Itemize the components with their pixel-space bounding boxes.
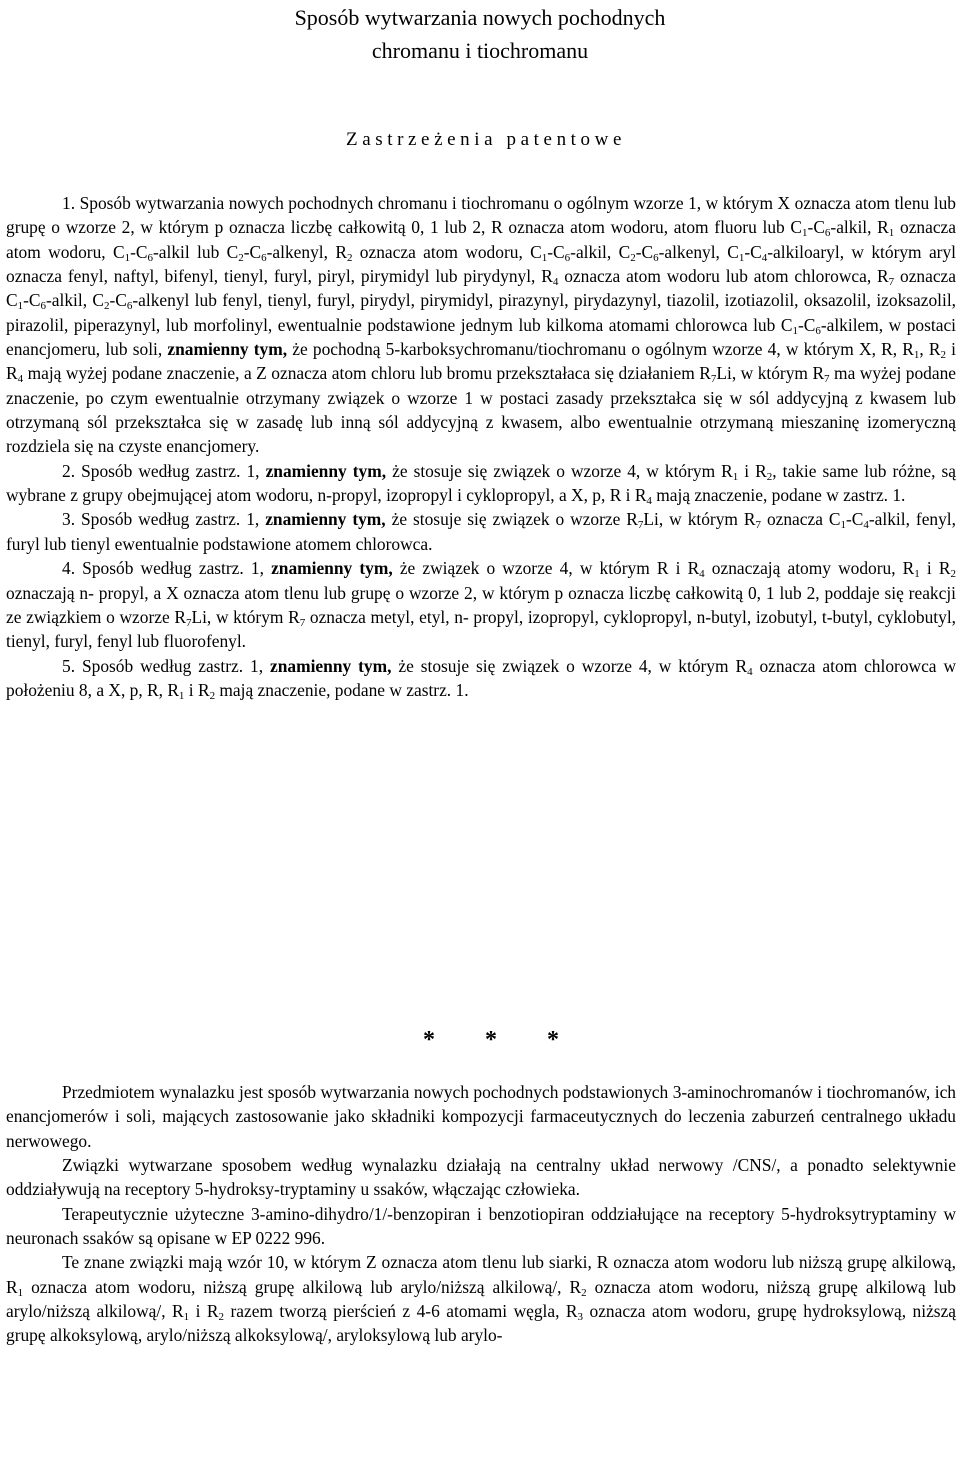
subscript-text: 6 — [261, 251, 267, 264]
text-run: oznacza atom chlorowca w położeniu 8, a X, p, R, R — [6, 655, 957, 700]
subscript-text: 1 — [913, 349, 920, 362]
subscript-text: 7 — [888, 276, 895, 289]
subscript-text: 2 — [209, 689, 216, 702]
text-run: -C — [635, 241, 654, 262]
subscript-text: 6 — [147, 251, 153, 264]
subscript-text: 6 — [126, 300, 133, 313]
emphasis-text: znamienny tym, — [271, 558, 393, 579]
text-run: -alkenyl lub fenyl, tienyl, furyl, pirydyl, pirymidyl, pirazynyl, pirydazynyl, tiazolil, izotiazolil, oksazolil, izoksazolil, pirazolil, piperazynyl, lub morfolinyl, ewentualnie podstawione jednym lub kilkoma atomami chlorowca lub C — [6, 290, 957, 335]
text-run: Te znane związki mają wzór 10, w którym Z oznacza atom tlenu lub siarki, R oznacza atom wodoru lub niższą grupę alkilową, R — [6, 1252, 956, 1297]
subscript-text: 1 — [183, 1311, 190, 1324]
text-run: 4. Sposób według zastrz. 1, — [62, 558, 272, 579]
subscript-text: 4 — [761, 251, 768, 264]
section-separator: * * * — [423, 1027, 581, 1053]
text-run: -alkil, C — [46, 290, 104, 311]
emphasis-text: znamienny tym, — [265, 460, 387, 481]
text-run: oznacza C — [760, 509, 841, 530]
description-paragraph — [6, 1153, 956, 1202]
text-run: Li, w którym R — [643, 509, 756, 530]
subscript-text: 7 — [710, 373, 717, 386]
subscript-text: 1 — [732, 470, 739, 483]
text-run: że stosuje się związek o wzorze 4, w którym R — [391, 655, 748, 676]
text-run: 1. Sposób wytwarzania nowych pochodnych chromanu i tiochromanu o ogólnym wzorze 1, w którym X oznacza atom tlenu lub grupę o wzorze 2, w którym p oznacza liczbę całkowitą 0, 1 lub 2, R oznacza atom wodoru, atom fluoru lub C — [6, 193, 956, 238]
text-run: mają znaczenie, podane w zastrz. 1. — [215, 679, 469, 700]
text-run: -alkilem, w postaci enancjomeru, lub soli, — [6, 314, 956, 360]
text-run: że pochodną 5-karboksychromanu/tiochromanu o ogólnym wzorze 4, w którym X, R, R — [287, 339, 914, 360]
document-title-line-2: chromanu i tiochromanu — [371, 38, 589, 63]
text-run: -C — [797, 314, 816, 335]
subscript-text: 6 — [40, 300, 46, 313]
emphasis-text: znamienny tym, — [167, 339, 288, 360]
text-run: Terapeutycznie użyteczne 3-amino-dihydro/1/-benzopiran i benzotiopiran oddziałujące na receptory 5-hydroksytryptaminy w neuronach ssaków są opisane w EP 0222 996. — [6, 1203, 956, 1249]
text-run: oznacza atom wodoru lub atom chlorowca, R — [558, 266, 889, 287]
subscript-text: 6 — [824, 227, 831, 240]
description-paragraph — [6, 1250, 956, 1347]
claims-section — [6, 191, 956, 702]
text-run: -C — [23, 290, 41, 311]
text-run: oznaczają n- propyl, a X oznacza atom tlenu lub grupę o wzorze 2, w którym p oznacza liczbę całkowitą 0, 1 lub 2, poddaje się reakcji ze związkiem o wzorze R — [6, 582, 956, 627]
text-run: oznacza atom wodoru, C — [6, 217, 956, 262]
text-run: -alkil, R — [830, 217, 889, 238]
text-run: 5. Sposób według zastrz. 1, — [62, 655, 271, 676]
text-run: ma wyżej podane znaczenie, po czym ewentualnie otrzymany związek o wzorze 1 w postaci zasady przekształca się w sól addycyjną z kwasem lub otrzymaną sól przekształca się w zasadę lub inną sól addycyjną z kwasem, albo ewentualnie otrzymaną mieszaninę izomeryczną rozdziela się na czyste enancjomery. — [6, 363, 957, 457]
text-run: -C — [243, 241, 262, 262]
subscript-text: 1 — [792, 324, 798, 337]
text-run: że stosuje się związek o wzorze R — [385, 509, 638, 530]
subscript-text: 4 — [552, 276, 559, 289]
text-run: , takie same lub różne, są wybrane z grupy obejmującej atom wodoru, n-propyl, izopropyl i cyklopropyl, a X, p, R i R — [6, 460, 956, 506]
text-run: oznacza atom wodoru, niższą grupę alkilową lub arylo/niższą alkilową/, R — [23, 1276, 582, 1297]
description-paragraph — [6, 1202, 956, 1251]
description-section — [6, 1080, 956, 1348]
subscript-text: 4 — [863, 519, 869, 532]
text-run: -C — [109, 290, 127, 311]
text-run: -alkiloaryl, w którym aryl oznacza fenyl, naftyl, bifenyl, tienyl, furyl, piryl, pirymidyl lub pirydynyl, R — [6, 241, 956, 287]
description-paragraph — [6, 1080, 956, 1153]
subscript-text: 2 — [630, 251, 636, 264]
emphasis-text: znamienny tym, — [265, 509, 386, 530]
subscript-text: 1 — [17, 1286, 24, 1299]
subscript-text: 1 — [914, 568, 920, 581]
text-run: -alkenyl, C — [658, 241, 739, 262]
subscript-text: 2 — [940, 349, 946, 362]
subscript-text: 7 — [299, 616, 306, 629]
claim-paragraph — [6, 459, 956, 508]
text-run: i R — [6, 339, 956, 384]
subscript-text: 7 — [185, 616, 192, 629]
subscript-text: 1 — [802, 227, 808, 240]
subscript-text: 2 — [103, 300, 110, 313]
subscript-text: 7 — [755, 519, 761, 532]
text-run: że stosuje się związek o wzorze 4, w którym R — [386, 460, 733, 481]
text-run: -C — [807, 217, 825, 238]
text-run: Związki wytwarzane sposobem według wynalazku działają na centralny układ nerwowy /CNS/, a ponadto selektywnie oddziaływują na receptory 5-hydroksy-tryptaminy u ssaków, włączając człowieka. — [6, 1155, 956, 1200]
text-run: razem tworzą pierścień z 4-6 atomami węgla, R — [224, 1301, 578, 1322]
subscript-text: 1 — [178, 689, 185, 702]
text-run: oznacza atom wodoru, niższą grupę alkilową lub arylo/niższą alkilową/, R — [6, 1276, 956, 1322]
text-run: -alkil, C — [570, 241, 631, 262]
text-run: oznacza metyl, etyl, n- propyl, izopropyl, cyklopropyl, n-butyl, izobutyl, t-butyl, cyklobutyl, tienyl, furyl, fenyl lub fluorofenyl. — [6, 606, 956, 652]
subscript-text: 7 — [637, 519, 644, 532]
text-run: oznacza C — [6, 266, 956, 311]
subscript-text: 2 — [346, 251, 353, 264]
text-run: mają wyżej podane znaczenie, a Z oznacza atom chloru lub bromu przekształaca się działaniem R — [23, 363, 711, 384]
subscript-text: 4 — [17, 373, 24, 386]
text-run: i R — [738, 460, 767, 481]
subscript-text: 1 — [17, 300, 24, 313]
claim-paragraph — [6, 654, 956, 703]
text-run: -alkenyl, R — [266, 241, 347, 262]
text-run: Li, w którym R — [716, 363, 825, 384]
subscript-text: 2 — [766, 470, 773, 483]
subscript-text: 2 — [218, 1311, 224, 1324]
emphasis-text: znamienny tym, — [270, 655, 392, 676]
subscript-text: 1 — [840, 519, 846, 532]
claim-paragraph — [6, 556, 956, 653]
subscript-text: 6 — [815, 324, 821, 337]
text-run: i R — [189, 1301, 219, 1322]
text-run: -C — [846, 509, 864, 530]
text-run: mają znaczenie, podane w zastrz. 1. — [651, 485, 906, 506]
claim-paragraph — [6, 191, 956, 459]
text-run: 3. Sposób według zastrz. 1, — [62, 509, 266, 530]
subscript-text: 2 — [238, 251, 244, 264]
subscript-text: 7 — [824, 373, 830, 386]
subscript-text: 2 — [950, 568, 956, 581]
subscript-text: 1 — [124, 251, 131, 264]
subscript-text: 1 — [541, 251, 548, 264]
subscript-text: 1 — [888, 227, 895, 240]
text-run: oznaczają atomy wodoru, R — [704, 558, 915, 579]
text-run: i R — [919, 558, 951, 579]
subscript-text: 4 — [699, 568, 705, 581]
text-run: oznacza atom wodoru, C — [352, 241, 542, 262]
subscript-text: 3 — [577, 1311, 584, 1324]
text-run: 2. Sposób według zastrz. 1, — [62, 460, 266, 481]
subscript-text: 4 — [646, 495, 652, 508]
text-run: Li, w którym R — [191, 606, 300, 627]
text-run: , R — [919, 339, 941, 360]
text-run: oznacza atom wodoru, grupę hydroksylową, niższą grupę alkoksylową, arylo/niższą alkoksylową/, aryloksylową lub arylo- — [6, 1301, 957, 1346]
text-run: -C — [744, 241, 762, 262]
document-title-line-1: Sposób wytwarzania nowych pochodnych — [294, 5, 666, 30]
subscript-text: 4 — [747, 665, 753, 678]
text-run: -alkil, fenyl, furyl lub tienyl ewentualnie podstawione atomem chlorowca. — [6, 509, 956, 554]
subscript-text: 6 — [653, 251, 659, 264]
text-run: -C — [130, 241, 148, 262]
text-run: że związek o wzorze 4, w którym R i R — [392, 558, 700, 579]
text-run: Przedmiotem wynalazku jest sposób wytwarzania nowych pochodnych podstawionych 3-aminochromanów i tiochromanów, ich enancjomerów i soli, mających zastosowanie jako składniki kompozycji farmaceutycznych do leczenia zaburzeń centralnego układu nerwowego. — [6, 1082, 956, 1151]
text-run: -C — [547, 241, 565, 262]
text-run: -alkil lub C — [152, 241, 239, 262]
subscript-text: 2 — [581, 1286, 587, 1299]
subscript-text: 6 — [564, 251, 571, 264]
subscript-text: 1 — [738, 251, 745, 264]
section-heading-claims: Zastrzeżenia patentowe — [345, 129, 626, 150]
claim-paragraph — [6, 507, 956, 556]
text-run: i R — [184, 679, 210, 700]
